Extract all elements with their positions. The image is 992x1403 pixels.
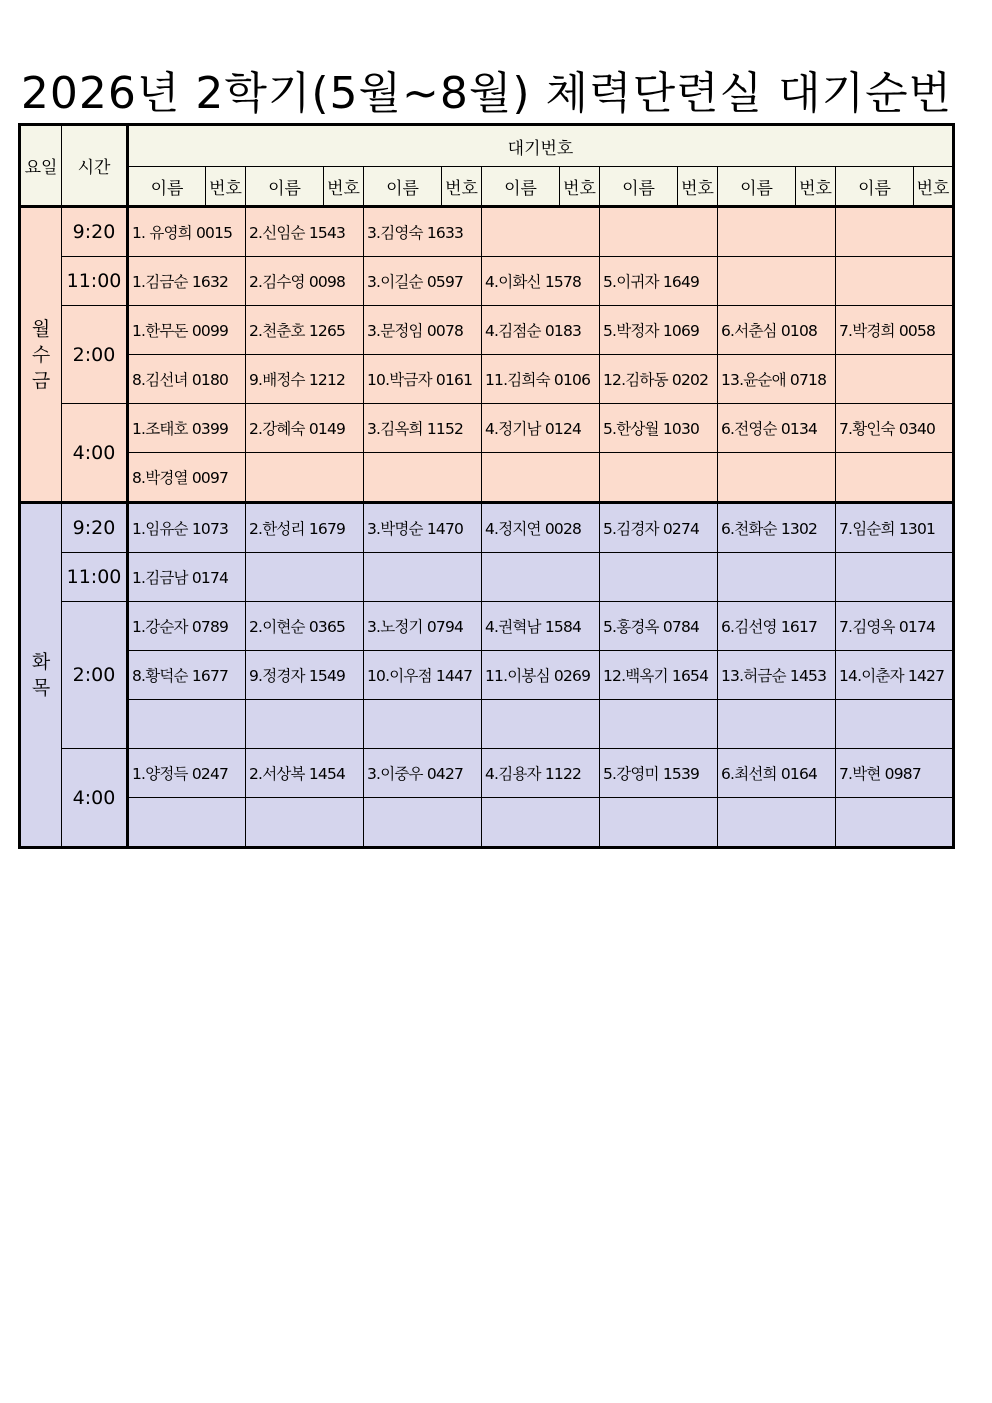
time-label: 4:00	[62, 749, 128, 848]
waiting-entry: 1.한무돈 0099	[128, 306, 246, 355]
header-number: 번호	[796, 167, 836, 207]
waiting-entry: 3.이중우 0427	[364, 749, 482, 798]
waiting-entry: 3.노정기 0794	[364, 602, 482, 651]
waiting-entry: 5.박정자 1069	[600, 306, 718, 355]
waiting-entry: 1.강순자 0789	[128, 602, 246, 651]
waiting-entry	[600, 207, 718, 257]
waiting-entry: 8.김선녀 0180	[128, 355, 246, 404]
waiting-entry: 2.한성리 1679	[246, 503, 364, 553]
waiting-entry	[836, 257, 954, 306]
waiting-entry: 13.허금순 1453	[718, 651, 836, 700]
time-label: 4:00	[62, 404, 128, 503]
waiting-entry: 12.백옥기 1654	[600, 651, 718, 700]
waiting-entry	[836, 798, 954, 848]
waiting-entry	[482, 798, 600, 848]
waiting-entry	[364, 700, 482, 749]
header-number: 번호	[206, 167, 246, 207]
waiting-entry: 1.김금남 0174	[128, 553, 246, 602]
waiting-entry: 7.임순희 1301	[836, 503, 954, 553]
waiting-entry	[600, 798, 718, 848]
waiting-entry	[600, 453, 718, 503]
waiting-entry: 2.신임순 1543	[246, 207, 364, 257]
waiting-entry: 1. 유영희 0015	[128, 207, 246, 257]
waiting-entry	[246, 553, 364, 602]
waiting-entry: 6.전영순 0134	[718, 404, 836, 453]
waiting-entry: 5.홍경옥 0784	[600, 602, 718, 651]
waiting-entry	[600, 553, 718, 602]
waiting-entry: 2.이현순 0365	[246, 602, 364, 651]
waiting-entry: 7.박현 0987	[836, 749, 954, 798]
header-name: 이름	[128, 167, 206, 207]
header-number: 번호	[442, 167, 482, 207]
header-waiting: 대기번호	[128, 125, 954, 167]
waiting-entry: 3.문정임 0078	[364, 306, 482, 355]
waiting-entry: 10.이우점 1447	[364, 651, 482, 700]
waiting-entry	[718, 207, 836, 257]
waiting-entry: 6.최선희 0164	[718, 749, 836, 798]
time-label: 2:00	[62, 602, 128, 749]
waiting-entry	[836, 355, 954, 404]
waiting-entry: 2.천춘호 1265	[246, 306, 364, 355]
waiting-entry	[246, 700, 364, 749]
waiting-entry: 4.정지연 0028	[482, 503, 600, 553]
waiting-entry	[482, 700, 600, 749]
waiting-entry: 11.김희숙 0106	[482, 355, 600, 404]
waiting-entry: 7.김영옥 0174	[836, 602, 954, 651]
waiting-entry	[246, 453, 364, 503]
waiting-entry	[600, 700, 718, 749]
header-day: 요일	[20, 125, 62, 207]
waiting-entry: 4.정기남 0124	[482, 404, 600, 453]
time-label: 11:00	[62, 257, 128, 306]
waiting-entry	[364, 798, 482, 848]
header-number: 번호	[560, 167, 600, 207]
day-label: 화 목	[20, 503, 62, 848]
waiting-list-table	[18, 123, 955, 849]
waiting-entry	[718, 257, 836, 306]
waiting-entry: 4.김용자 1122	[482, 749, 600, 798]
time-label: 11:00	[62, 553, 128, 602]
waiting-entry: 3.김옥희 1152	[364, 404, 482, 453]
waiting-entry	[364, 453, 482, 503]
time-label: 9:20	[62, 207, 128, 257]
waiting-entry	[482, 207, 600, 257]
header-number: 번호	[678, 167, 718, 207]
waiting-entry: 3.김영숙 1633	[364, 207, 482, 257]
waiting-entry: 1.임유순 1073	[128, 503, 246, 553]
waiting-entry: 4.권혁남 1584	[482, 602, 600, 651]
waiting-entry: 5.강영미 1539	[600, 749, 718, 798]
header-time: 시간	[62, 125, 128, 207]
waiting-entry: 1.조태호 0399	[128, 404, 246, 453]
waiting-entry: 7.박경희 0058	[836, 306, 954, 355]
waiting-entry	[836, 700, 954, 749]
waiting-entry: 13.윤순애 0718	[718, 355, 836, 404]
day-label: 월 수 금	[20, 207, 62, 503]
header-number: 번호	[324, 167, 364, 207]
waiting-entry: 5.한상월 1030	[600, 404, 718, 453]
waiting-entry: 5.이귀자 1649	[600, 257, 718, 306]
waiting-entry: 9.정경자 1549	[246, 651, 364, 700]
time-label: 9:20	[62, 503, 128, 553]
waiting-entry	[836, 207, 954, 257]
waiting-entry: 6.천화순 1302	[718, 503, 836, 553]
waiting-entry: 10.박금자 0161	[364, 355, 482, 404]
waiting-entry	[718, 553, 836, 602]
waiting-entry: 1.김금순 1632	[128, 257, 246, 306]
waiting-entry: 2.서상복 1454	[246, 749, 364, 798]
waiting-entry	[718, 798, 836, 848]
header-name: 이름	[246, 167, 324, 207]
waiting-entry	[364, 553, 482, 602]
waiting-entry: 5.김경자 0274	[600, 503, 718, 553]
waiting-entry	[246, 798, 364, 848]
waiting-entry	[482, 553, 600, 602]
waiting-entry: 8.황덕순 1677	[128, 651, 246, 700]
header-name: 이름	[836, 167, 914, 207]
header-number: 번호	[914, 167, 954, 207]
waiting-entry	[128, 700, 246, 749]
waiting-entry	[836, 453, 954, 503]
header-name: 이름	[600, 167, 678, 207]
waiting-entry: 1.양정득 0247	[128, 749, 246, 798]
waiting-entry: 9.배정수 1212	[246, 355, 364, 404]
waiting-entry	[718, 453, 836, 503]
waiting-entry: 4.김점순 0183	[482, 306, 600, 355]
waiting-entry	[128, 798, 246, 848]
waiting-entry	[482, 453, 600, 503]
waiting-entry: 11.이봉심 0269	[482, 651, 600, 700]
waiting-entry	[718, 700, 836, 749]
waiting-entry: 6.김선영 1617	[718, 602, 836, 651]
header-name: 이름	[364, 167, 442, 207]
page-title: 2026년 2학기(5월~8월) 체력단련실 대기순번	[20, 68, 953, 119]
time-label: 2:00	[62, 306, 128, 404]
waiting-entry: 14.이춘자 1427	[836, 651, 954, 700]
waiting-entry: 2.김수영 0098	[246, 257, 364, 306]
waiting-entry: 7.황인숙 0340	[836, 404, 954, 453]
waiting-entry: 3.이길순 0597	[364, 257, 482, 306]
waiting-entry: 4.이화신 1578	[482, 257, 600, 306]
waiting-entry: 2.강혜숙 0149	[246, 404, 364, 453]
header-name: 이름	[718, 167, 796, 207]
header-name: 이름	[482, 167, 560, 207]
waiting-entry: 3.박명순 1470	[364, 503, 482, 553]
waiting-entry	[836, 553, 954, 602]
waiting-entry: 12.김하동 0202	[600, 355, 718, 404]
waiting-entry: 6.서춘심 0108	[718, 306, 836, 355]
waiting-entry: 8.박경열 0097	[128, 453, 246, 503]
